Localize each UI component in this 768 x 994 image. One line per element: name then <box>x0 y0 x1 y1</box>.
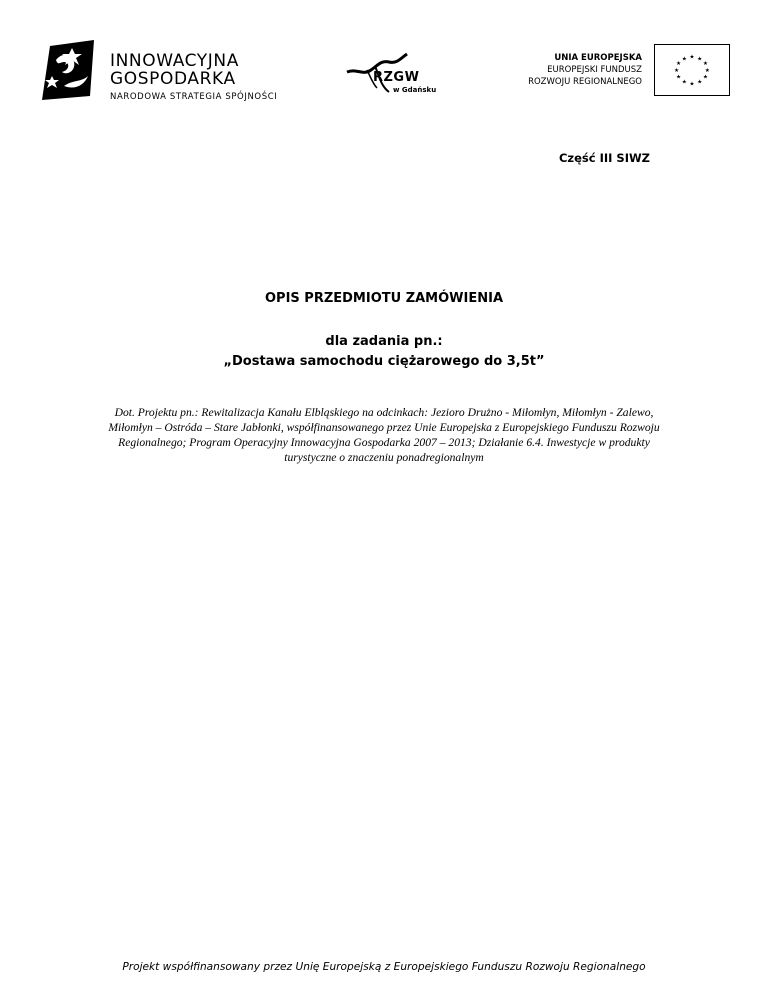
logo-title-line1: INNOWACYJNA <box>110 51 239 71</box>
rzgw-logo <box>345 46 455 102</box>
innovative-economy-logo <box>42 40 302 104</box>
innovative-economy-logo-icon <box>42 40 96 100</box>
eu-line1: UNIA EUROPEJSKA <box>554 53 642 63</box>
svg-text:★: ★ <box>675 74 682 81</box>
project-description: Dot. Projektu pn.: Rewitalizacja Kanału Elbląskiego na odcinkach: Jezioro Drużno - Miłomłyn, Miłomłyn - Zalewo, Miłomłyn – Ostróda – Stare Jabłonki, współfinansowanego przez Unie Europejska z Europejskiego Funduszu Rozwoju Regionalnego; Program Operacyjny Innowacyjna Gospodarka 2007 – 2013; Działanie 6.4. Inwestycje w produkty turystyczne o znaczeniu ponadregionalnym <box>108 406 660 464</box>
svg-text:★: ★ <box>697 79 703 86</box>
svg-text:★: ★ <box>681 56 687 63</box>
eu-line3: ROZWOJU REGIONALNEGO <box>528 77 642 87</box>
logo-title-line2: GOSPODARKA <box>110 69 236 89</box>
page-footer: Projekt współfinansowany przez Unię Europejską z Europejskiego Funduszu Rozwoju Regionalnego <box>122 961 646 973</box>
innovative-economy-title <box>110 52 239 88</box>
eu-logo <box>515 44 730 100</box>
svg-text:★: ★ <box>697 56 703 63</box>
rzgw-location: w Gdańsku <box>393 86 437 94</box>
svg-text:★: ★ <box>675 61 682 68</box>
document-header <box>0 0 768 110</box>
svg-text:★: ★ <box>704 67 710 74</box>
task-intro: dla zadania pn.: <box>325 334 443 349</box>
svg-text:★: ★ <box>689 81 695 88</box>
eu-line2: EUROPEJSKI FUNDUSZ <box>547 65 642 75</box>
svg-text:★: ★ <box>689 54 695 61</box>
document-title: OPIS PRZEDMIOTU ZAMÓWIENIA <box>264 291 504 306</box>
eu-flag-icon <box>654 44 730 96</box>
svg-text:★: ★ <box>674 67 680 74</box>
eu-fund-text <box>528 52 642 88</box>
svg-text:★: ★ <box>702 61 709 68</box>
svg-text:★: ★ <box>702 74 709 81</box>
innovative-economy-subtitle: NARODOWA STRATEGIA SPÓJNOŚCI <box>110 92 278 102</box>
task-name: „Dostawa samochodu ciężarowego do 3,5t” <box>223 354 545 369</box>
svg-text:★: ★ <box>681 79 687 86</box>
rzgw-name: RZGW <box>373 70 420 85</box>
document-part-label: Część III SIWZ <box>558 151 650 165</box>
